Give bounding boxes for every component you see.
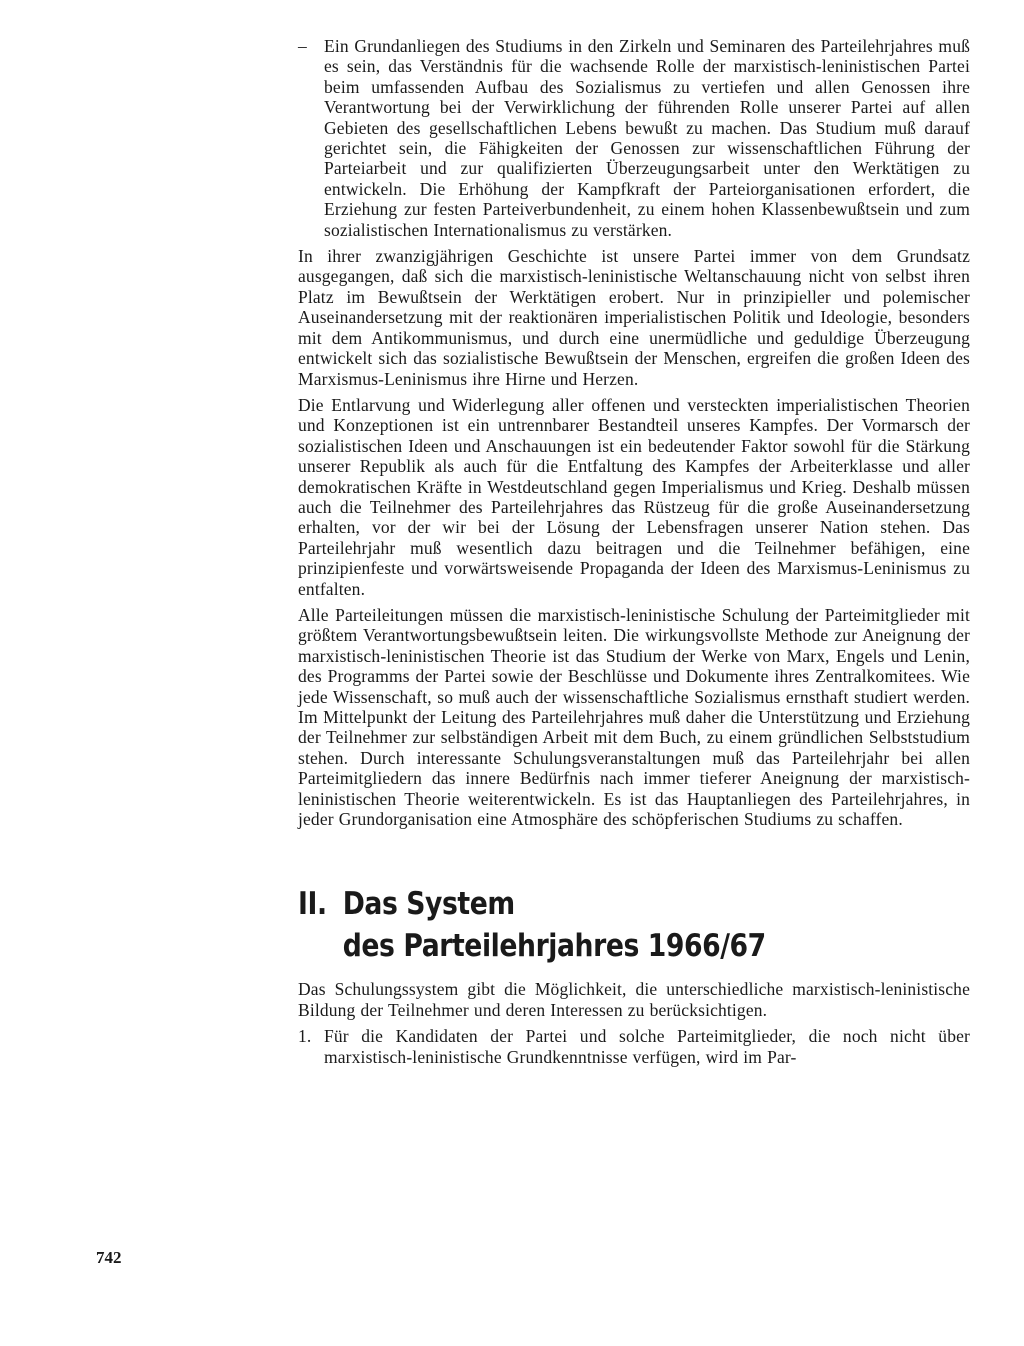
paragraph-1: Ein Grundanliegen des Studiums in den Zirkeln und Seminaren des Parteilehrjahres muß es sein, das Verständnis für die wachsende Rolle der marxistisch-leninistischen Partei beim umfassenden Aufbau des Sozialismus zu vertiefen und allen Genossen ihre Verantwortung bei der Verwirklichung der führenden Rolle unserer Partei auf allen Gebieten des gesellschaftlichen Lebens bewußt zu machen. Das Studium muß darauf gerichtet sein, die Fähigkeiten der Genossen zur wissenschaftlichen Führung der Parteiarbeit und zur qualifizierten Überzeugungsarbeit unter den Werktätigen zu entwickeln. Die Erhöhung der Kampfkraft der Parteiorganisationen erfordert, die Erziehung zur festen Parteiverbundenheit, zu einem hohen Klassenbewußtsein und zum sozialistischen Internationalismus zu verstärken. <box>324 36 970 240</box>
section-intro: Das Schulungssystem gibt die Möglichkeit, die unterschiedliche marxistisch-leninistische Bildung der Teilnehmer und deren Interessen zu berücksichtigen. <box>298 979 970 1020</box>
section-number: II. <box>298 886 327 923</box>
section-heading <box>298 883 876 967</box>
dash-paragraph <box>298 36 970 240</box>
page-body <box>298 36 970 1073</box>
paragraph-2: In ihrer zwanzigjährigen Geschichte ist unsere Partei immer von dem Grundsatz ausgegangen, daß sich die marxistisch-leninistische Weltanschauung nicht von selbst ihren Platz im Bewußtsein der Werktätigen erobert. Nur in prinzipieller und polemischer Auseinandersetzung mit der reaktionären imperialistischen Politik und Ideologie, besonders mit dem Antikommunismus, und durch eine unermüdliche und geduldige Überzeugung entwickelt sich das sozialistische Bewußtsein der Menschen, ergreifen die großen Ideen des Marxismus-Leninismus ihre Hirne und Herzen. <box>298 246 970 389</box>
paragraph-3: Die Entlarvung und Widerlegung aller offenen und versteckten imperialistischen Theorien und Konzeptionen ist ein untrennbarer Bestandteil unseres Kampfes. Der Vormarsch der sozialistischen Ideen und Anschauungen ist ein bedeutender Faktor sowohl für die Stärkung unserer Republik als auch für die Entfaltung des Kampfes der Arbeiterklasse und aller demokratischen Kräfte in Westdeutschland gegen Imperialismus und Krieg. Deshalb müssen auch die Teilnehmer des Parteilehrjahres das Rüstzeug für die große Auseinandersetzung erhalten, vor der wir bei der Lösung der Lebensfragen unserer Nation stehen. Das Parteilehrjahr muß wesentlich dazu beitragen und die Teilnehmer befähigen, eine prinzipienfeste und vorwärtsweisende Propaganda der Ideen des Marxismus-Leninismus zu entfalten. <box>298 394 970 599</box>
numbered-item-1 <box>298 1026 970 1067</box>
item-text: Für die Kandidaten der Partei und solche Parteimitglieder, die noch nicht über marxistisch-leninistische Grundkenntnisse verfügen, wird im Par- <box>324 1026 970 1067</box>
section-title-line-2: des Parteilehrjahres 1966/67 <box>342 928 766 965</box>
item-number: 1. <box>298 1026 312 1047</box>
dash-marker: – <box>298 36 307 56</box>
paragraph-4: Alle Parteileitungen müssen die marxistisch-leninistische Schulung der Parteimitglieder mit größtem Verantwortungsbewußtsein leiten. Die wirkungsvollste Methode zur Aneignung der marxistisch-leninistischen Theorie ist das Studium der Werke von Marx, Engels und Lenin, des Programms der Partei sowie der Beschlüsse und Dokumente ihres Zentralkomitees. Wie jede Wissenschaft, so muß auch der wissenschaftliche Sozialismus ernsthaft studiert werden. Im Mittelpunkt der Leitung des Parteilehrjahres muß daher die Unterstützung und Erziehung der Teilnehmer zur selbständigen Arbeit mit dem Buch, zu einem gründlichen Selbststudium stehen. Durch interessante Schulungsveranstaltungen muß das Parteilehrjahr bei allen Parteimitgliedern das innere Bedürfnis nach immer tieferer Aneignung der marxistisch-leninistischen Theorie weiterentwickeln. Es ist das Hauptanliegen des Parteilehrjahres, in jeder Grundorganisation eine Atmosphäre des schöpferischen Studiums zu schaffen. <box>298 604 970 830</box>
section-title-line-1: Das System <box>342 886 515 923</box>
page-number: 742 <box>96 1248 122 1267</box>
